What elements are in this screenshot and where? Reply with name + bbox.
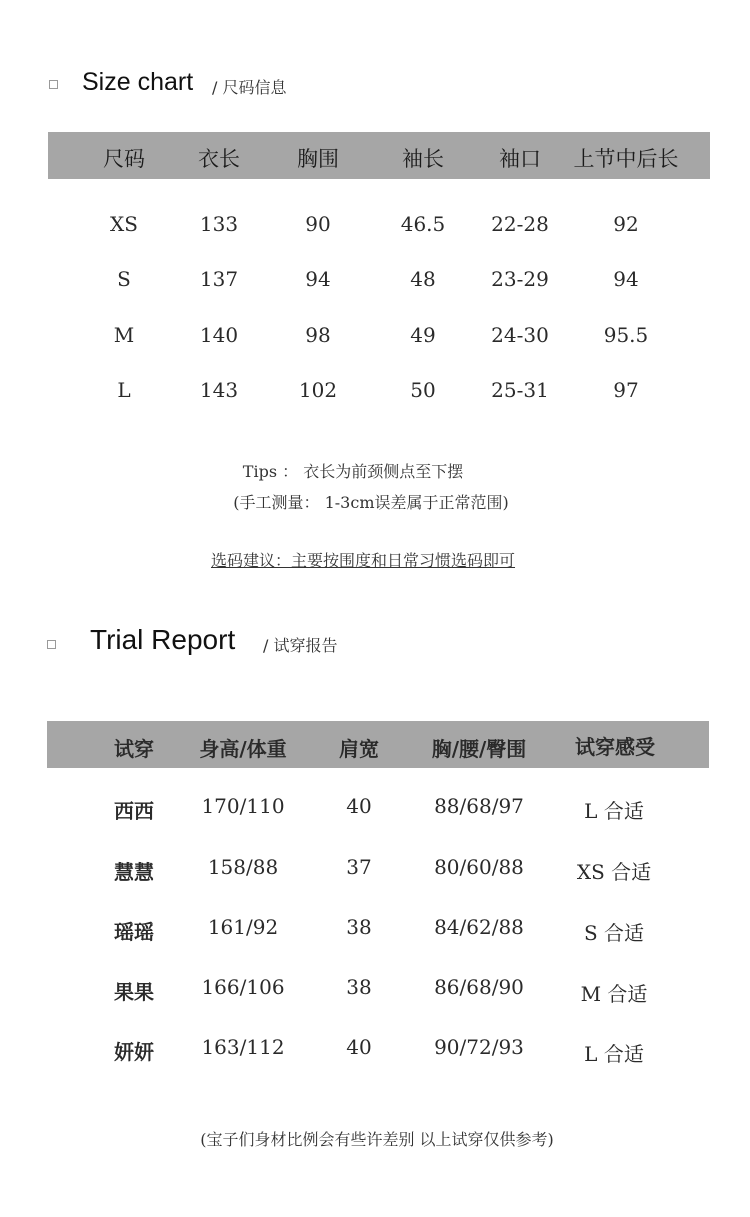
tester-name: 果果 — [114, 980, 154, 1004]
trial-report-bullet-icon — [47, 640, 56, 649]
sleeve-cell: 50 — [410, 378, 436, 402]
size-chart-subtitle: / 尺码信息 — [212, 78, 287, 97]
length-cell: 137 — [199, 267, 239, 291]
feeling-cell: XS 合适 — [576, 860, 652, 884]
cuff-cell: 23-29 — [491, 267, 549, 291]
tester-name: 西西 — [114, 799, 154, 823]
height-weight-cell: 158/88 — [207, 855, 279, 879]
cuff-cell: 22-28 — [491, 212, 549, 236]
bwh-cell: 80/60/88 — [434, 855, 524, 879]
back-length-cell: 94 — [613, 267, 639, 291]
trial-footnote: (宝子们身材比例会有些许差别 以上试穿仅供参考) — [200, 1130, 554, 1149]
back-length-cell: 97 — [613, 378, 639, 402]
sleeve-cell: 46.5 — [400, 212, 446, 236]
chest-cell: 90 — [305, 212, 331, 236]
size-chart-title: Size chart — [82, 68, 194, 96]
trial-header-height-weight: 身高/体重 — [199, 737, 287, 761]
chest-cell: 98 — [305, 323, 331, 347]
shoulder-cell: 38 — [346, 915, 372, 939]
tester-name: 妍妍 — [114, 1040, 154, 1064]
size-cell: S — [117, 267, 131, 291]
shoulder-cell: 38 — [346, 975, 372, 999]
chest-cell: 94 — [305, 267, 331, 291]
back-length-cell: 92 — [613, 212, 639, 236]
cuff-cell: 24-30 — [491, 323, 549, 347]
size-header-sleeve: 袖长 — [402, 147, 444, 171]
feeling-cell: L 合适 — [584, 799, 644, 823]
sleeve-cell: 49 — [410, 323, 436, 347]
bwh-cell: 90/72/93 — [434, 1035, 524, 1059]
feeling-cell: S 合适 — [583, 921, 645, 945]
size-suggestion: 选码建议：主要按围度和日常习惯选码即可 — [210, 551, 516, 570]
cuff-cell: 25-31 — [491, 378, 549, 402]
shoulder-cell: 40 — [346, 794, 372, 818]
height-weight-cell: 163/112 — [201, 1035, 285, 1059]
trial-header-shoulder: 肩宽 — [339, 737, 379, 761]
height-weight-cell: 161/92 — [207, 915, 279, 939]
tester-name: 瑶瑶 — [114, 920, 154, 944]
size-header-size: 尺码 — [103, 147, 145, 171]
bwh-cell: 88/68/97 — [434, 794, 524, 818]
size-header-length: 衣长 — [198, 147, 240, 171]
feeling-cell: M 合适 — [580, 982, 648, 1006]
tips-measurement-note: (手工测量： 1-3cm误差属于正常范围) — [233, 493, 509, 512]
height-weight-cell: 166/106 — [201, 975, 285, 999]
chest-cell: 102 — [298, 378, 338, 402]
size-header-back-length: 上节中后长 — [573, 147, 679, 171]
length-cell: 140 — [199, 323, 239, 347]
shoulder-cell: 40 — [346, 1035, 372, 1059]
size-header-chest: 胸围 — [297, 147, 339, 171]
size-cell: M — [113, 323, 135, 347]
tips-line: Tips ： 衣长为前颈侧点至下摆 — [242, 462, 464, 481]
size-cell: L — [117, 378, 131, 402]
height-weight-cell: 170/110 — [201, 794, 285, 818]
sleeve-cell: 48 — [410, 267, 436, 291]
shoulder-cell: 37 — [346, 855, 372, 879]
size-header-cuff: 袖口 — [499, 147, 541, 171]
feeling-cell: L 合适 — [584, 1042, 644, 1066]
bwh-cell: 86/68/90 — [434, 975, 524, 999]
trial-report-subtitle: / 试穿报告 — [263, 636, 338, 655]
back-length-cell: 95.5 — [603, 323, 649, 347]
trial-header-tester: 试穿 — [114, 737, 154, 761]
size-cell: XS — [110, 212, 138, 236]
bwh-cell: 84/62/88 — [434, 915, 524, 939]
size-chart-bullet-icon — [49, 80, 58, 89]
trial-header-bwh: 胸/腰/臀围 — [431, 737, 527, 761]
length-cell: 143 — [199, 378, 239, 402]
length-cell: 133 — [199, 212, 239, 236]
trial-header-feeling: 试穿感受 — [575, 735, 655, 759]
trial-report-title: Trial Report — [90, 624, 236, 655]
tester-name: 慧慧 — [114, 860, 154, 884]
